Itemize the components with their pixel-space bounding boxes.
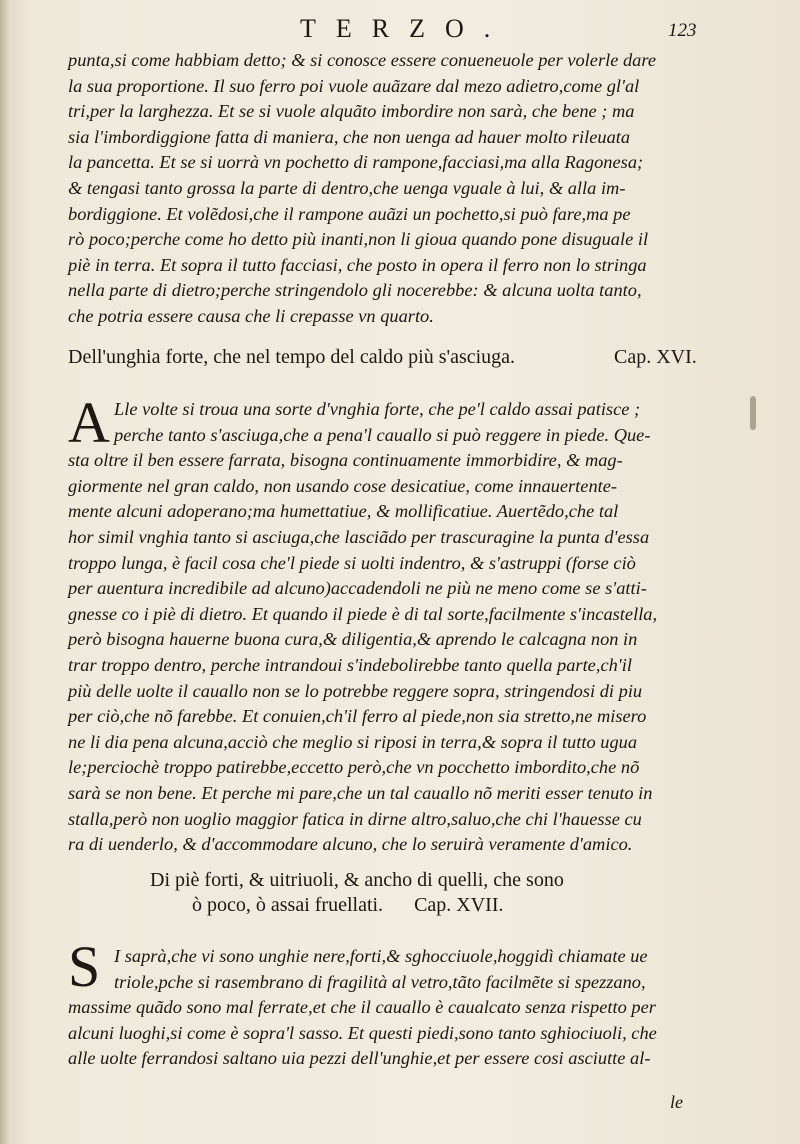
chapter17-text <box>68 934 728 1072</box>
text-line: triole,pche si rasembrano di fragilità al vetro,tãto facilmẽte si spezzano, <box>114 971 646 992</box>
chapter16-label: Cap. XVI. <box>614 346 697 368</box>
text-line: ne li dia pena alcuna,acciò che meglio si riposi in terra,& sopra il tutto ugua <box>68 731 638 752</box>
page-number: 123 <box>668 20 697 41</box>
text-line: sta oltre il ben essere farrata, bisogna continuamente immorbidire, & mag- <box>68 450 623 471</box>
text-line: gnesse co i piè di dietro. Et quando il piede è di tal sorte,facilmente s'incastella, <box>68 603 658 624</box>
text-line: rò poco;perche come ho detto più inanti,non li gioua quando pone disuguale il <box>68 229 649 250</box>
text-line: però bisogna hauerne buona cura,& diligentia,& aprendo le calcagna non in <box>68 629 638 650</box>
catchword: le <box>670 1092 683 1112</box>
text-line: punta,si come habbiam detto; & si conosce essere conueneuole per volerle dare <box>68 50 657 70</box>
text-line: sia l'imbordiggione fatta di maniera, che non uenga ad hauer molto rileuata <box>68 126 631 147</box>
chapter16-heading <box>68 346 728 369</box>
text-line: le;perciochè troppo patirebbe,eccetto però,che vn pocchetto imbordito,che nõ <box>68 757 640 778</box>
text-line: troppo lunga, è facil cosa che'l piede si uolti indentro, & s'astruppi (forse ciò <box>68 552 636 573</box>
text-line: & tengasi tanto grossa la parte di dentro,che uenga vguale à lui, & alla im- <box>68 177 626 198</box>
text-line: per ciò,che nõ farebbe. Et conuien,ch'il ferro al piede,non sia stretto,ne misero <box>68 706 647 727</box>
text-line: nella parte di dietro;perche stringendolo gli nocerebbe: & alcuna uolta tanto, <box>68 280 642 301</box>
text-line: sarà se non bene. Et perche mi pare,che un tal cauallo nõ meriti esser tenuto in <box>68 782 653 803</box>
chapter17-heading <box>150 868 650 918</box>
text-line: per auentura incredibile ad alcuno)accadendoli ne più ne meno come se s'atti- <box>68 578 647 599</box>
text-line: Lle volte si troua una sorte d'vnghia forte, che pe'l caldo assai patisce ; <box>114 399 641 419</box>
chapter17-label: Cap. XVII. <box>414 894 504 916</box>
section1-text <box>68 48 728 330</box>
text-line: la sua proportione. Il suo ferro poi vuole auãzare dal mezo adietro,come gl'al <box>68 75 640 96</box>
text-line: I saprà,che vi sono unghie nere,forti,& sghocciuole,hoggidì chiamate ue <box>114 946 648 966</box>
text-line: ra di uenderlo, & d'accommodare alcuno, che lo seruirà veramente d'amico. <box>68 834 633 855</box>
text-line: piè in terra. Et sopra il tutto facciasi, che posto in opera il ferro non lo stringa <box>68 254 647 275</box>
text-line: massime quãdo sono mal ferrate,et che il cauallo è caualcato senza rispetto per <box>68 997 656 1018</box>
text-line: hor simil vnghia tanto si asciuga,che lasciãdo per trascuragine la punta d'essa <box>68 526 650 547</box>
chapter17-title-line1: Di piè forti, & uitriuoli, & ancho di quelli, che sono <box>150 869 564 891</box>
text-line: stalla,però non uoglio maggior fatica in dirne altro,saluo,che chi l'hauesse cu <box>68 808 642 829</box>
text-line: giormente nel gran caldo, non usando cose desicatiue, come innauertente- <box>68 475 618 496</box>
text-line: più delle uolte il cauallo non se lo potrebbe reggere sopra, stringendosi di piu <box>68 680 643 701</box>
chapter16-text <box>68 390 728 858</box>
page-edge-shadow <box>0 0 10 1144</box>
text-line: bordiggione. Et volẽdosi,che il rampone auãzi un pochetto,si può fare,ma pe <box>68 203 631 224</box>
chapter16-title: Dell'unghia forte, che nel tempo del caldo più s'asciuga. <box>68 346 516 368</box>
text-line: tri,per la larghezza. Et se si vuole alquãto imbordire non sarà, che bene ; ma <box>68 101 635 122</box>
text-line: perche tanto s'asciuga,che a pena'l cauallo si può reggere in piede. Que- <box>114 424 651 445</box>
running-head <box>0 14 800 48</box>
drop-cap-s: S <box>68 934 101 999</box>
chapter17-title-line2: ò poco, ò assai fruellati. <box>192 894 384 916</box>
ink-mark <box>750 396 756 430</box>
text-line: che potria essere causa che li crepasse vn quarto. <box>68 305 434 326</box>
text-line: mente alcuni adoperano;ma humettatiue, & mollificatiue. Auertẽdo,che tal <box>68 501 619 522</box>
text-line: alcuni luoghi,si come è sopra'l sasso. Et questi piedi,sono tanto sghiociuoli, che <box>68 1022 657 1043</box>
text-line: la pancetta. Et se si uorrà vn pochetto di rampone,facciasi,ma alla Ragonesa; <box>68 152 644 173</box>
text-line: trar troppo dentro, perche intrandoui s'indebolirebbe tanto quella parte,ch'il <box>68 654 632 675</box>
drop-cap-a: A <box>68 390 110 455</box>
running-head-title: TERZO. <box>300 14 511 43</box>
text-line: alle uolte ferrandosi saltano uia pezzi dell'unghie,et per essere cosi asciutte al- <box>68 1048 651 1069</box>
